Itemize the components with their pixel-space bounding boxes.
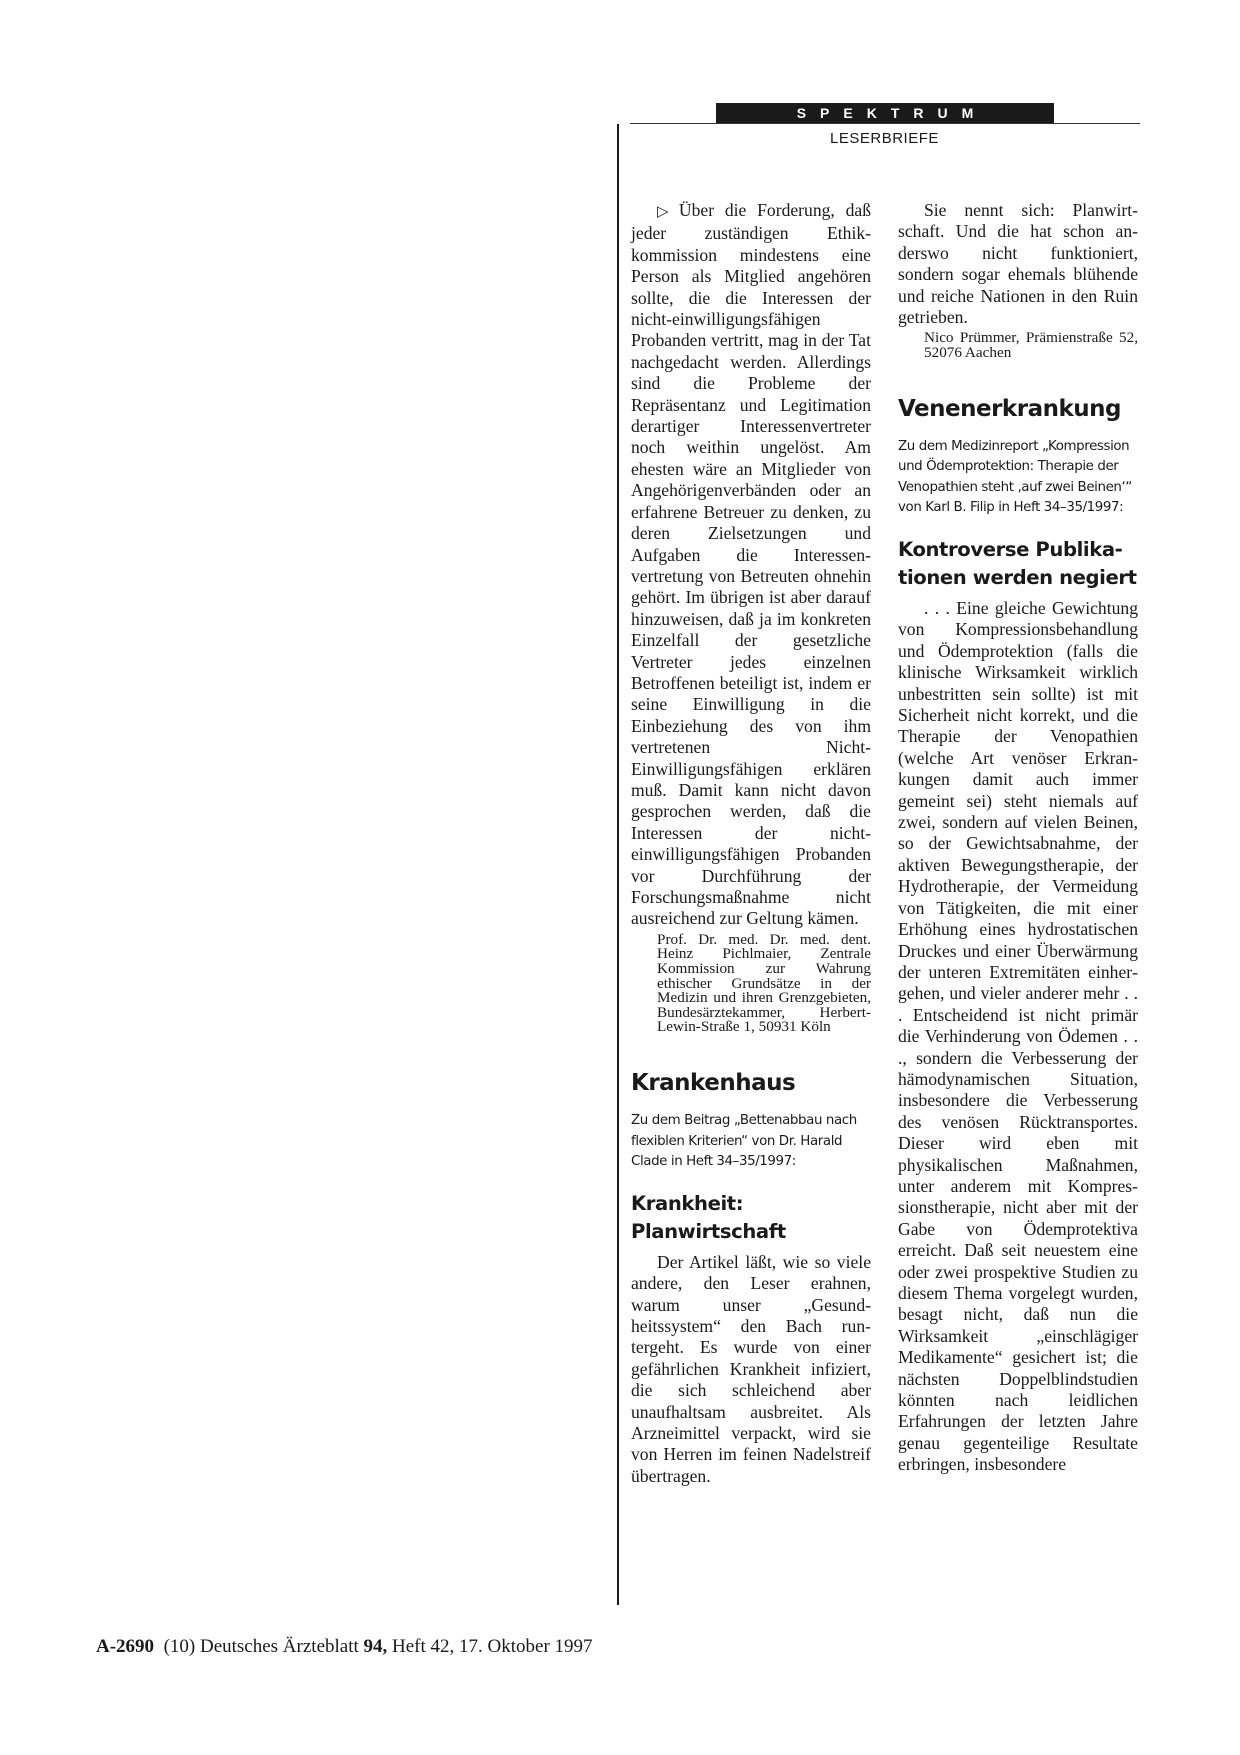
issue-date: Heft 42, 17. Oktober 1997 <box>392 1636 593 1657</box>
page-number: A-2690 <box>96 1636 155 1657</box>
text-column-left <box>631 200 871 1487</box>
rubric-heading: Venenerkrankung <box>898 395 1121 422</box>
triangle-bullet-icon: ▷ <box>657 204 675 220</box>
volume-number: 94, <box>363 1636 388 1657</box>
section-header-bar <box>716 103 1054 123</box>
header-rule <box>630 123 1140 124</box>
letter-headline: Kontroverse Publikationen werden negiert <box>898 538 1137 589</box>
letter-paragraph: Sie nennt sich: Planwirtschaft. Und die hat schon anderswo nicht funktioniert, sondern sogar ehemals blühende und reiche Nationen in den Ruin getrieben. <box>898 200 1138 328</box>
article-reference: Zu dem Medizinreport „Kompression und Ödemprotektion: Therapie der Venopathien steht ‚auf zwei Beinen‘“ von Karl B. Filip in Heft 34–35/1997: <box>898 438 1132 516</box>
column-divider <box>617 124 619 1605</box>
article-reference: Zu dem Beitrag „Bettenabbau nach flexiblen Kriterien“ von Dr. Harald Clade in Heft 34–35/1997: <box>631 1112 857 1170</box>
section-title: SPEKTRUM <box>796 105 988 121</box>
rubric-heading: Krankenhaus <box>631 1069 796 1096</box>
letter-headline: Krankheit: Planwirtschaft <box>631 1191 786 1243</box>
letter-paragraph: ▷ Über die Forderung, daß jeder zuständigen Ethikkommission mindestens eine Person als Mitglied angehören sollte, die die Interessen der nicht-einwilligungsfähigen Probanden vertritt, mag in der Tat nachgedacht werden. Allerdings sind die Probleme der Repräsentanz und Legitimation derartiger Interessenvertreter noch weithin ungelöst. Am ehesten wäre an Mitglieder von Angehörigenverbänden oder an erfahrene Betreuer zu denken, zu deren Zielsetzungen und Aufgaben die Interessenvertretung von Betreuten ohnehin gehört. Im übrigen ist aber darauf hinzuweisen, daß ja im konkreten Einzelfall der gesetzliche Vertreter jedes einzelnen Betroffenen beteiligt ist, indem er seine Einwilligung in die Einbeziehung des von ihm vertretenen Nicht-Einwilligungsfähigen erklären muß. Damit kann nicht davon gesprochen werden, daß die Interessen der nicht-einwilligungsfähigen Probanden vor Durchführung der Forschungsmaßnahme nicht ausreichend zur Geltung kämen. <box>631 200 871 929</box>
page-footer <box>96 1636 593 1658</box>
subsection-title: LESERBRIEFE <box>830 130 939 147</box>
letter-paragraph: . . . Eine gleiche Gewichtung von Kompressionsbehandlung und Ödemprotektion (falls die klinische Wirksamkeit wirklich unbestritten sein sollte) ist mit Sicherheit nicht korrekt, und die Therapie der Venopathien (welche Art venöser Erkrankungen damit auch immer gemeint sei) steht niemals auf zwei, sondern auf vielen Beinen, so der Gewichtsabnahme, der aktiven Bewegungstherapie, der Hydrotherapie, der Vermeidung von Tätigkeiten, die mit einer Erhöhung eines hydrostatischen Druckes und einer Überwärmung der unteren Extremitäten einhergehen, und vieler anderer mehr . . . Entscheidend ist nicht primär die Verhinderung von Ödemen . . ., sondern die Verbesserung der hämodynamischen Situation, insbesondere die Verbesserung des venösen Rücktransportes. Dieser wird eben mit physikalischen Maßnahmen, unter anderem mit Kompressionstherapie, nicht aber mit der Gabe von Ödemprotektiva erreicht. Daß seit neuestem eine oder zwei prospektive Studien zu diesem Thema vorgelegt wurden, besagt nicht, daß nun die Wirksamkeit „einschlägiger Medikamente“ gesichert ist; die nächsten Doppelblindstudien könnten nach leidlichen Erfahrungen der letzten Jahre genau gegenteilige Resultate erbringen, insbesondere <box>898 598 1138 1475</box>
text-column-right <box>898 200 1138 1476</box>
letter-signature: Nico Prümmer, Prämienstraße 52, 52076 Aachen <box>924 329 1138 362</box>
letter-paragraph: Der Artikel läßt, wie so viele andere, den Leser erahnen, warum unser „Gesundheitssystem“ den Bach runtergeht. Es wurde von einer gefährlichen Krankheit infiziert, die sich schleichend aber unaufhaltsam ausbreitet. Als Arzneimittel verpackt, wird sie von Herren im feinen Nadelstreif übertragen. <box>631 1251 871 1486</box>
journal-name: (10) Deutsches Ärzteblatt <box>163 1636 359 1657</box>
letter-signature: Prof. Dr. med. Dr. med. dent. Heinz Pichlmaier, Zentrale Kommission zur Wahrung ethischer Grundsätze in der Medizin und ihren Grenzgebieten, Bundesärztekammer, Herbert-Lewin-Straße 1, 50931 Köln <box>657 930 871 1036</box>
